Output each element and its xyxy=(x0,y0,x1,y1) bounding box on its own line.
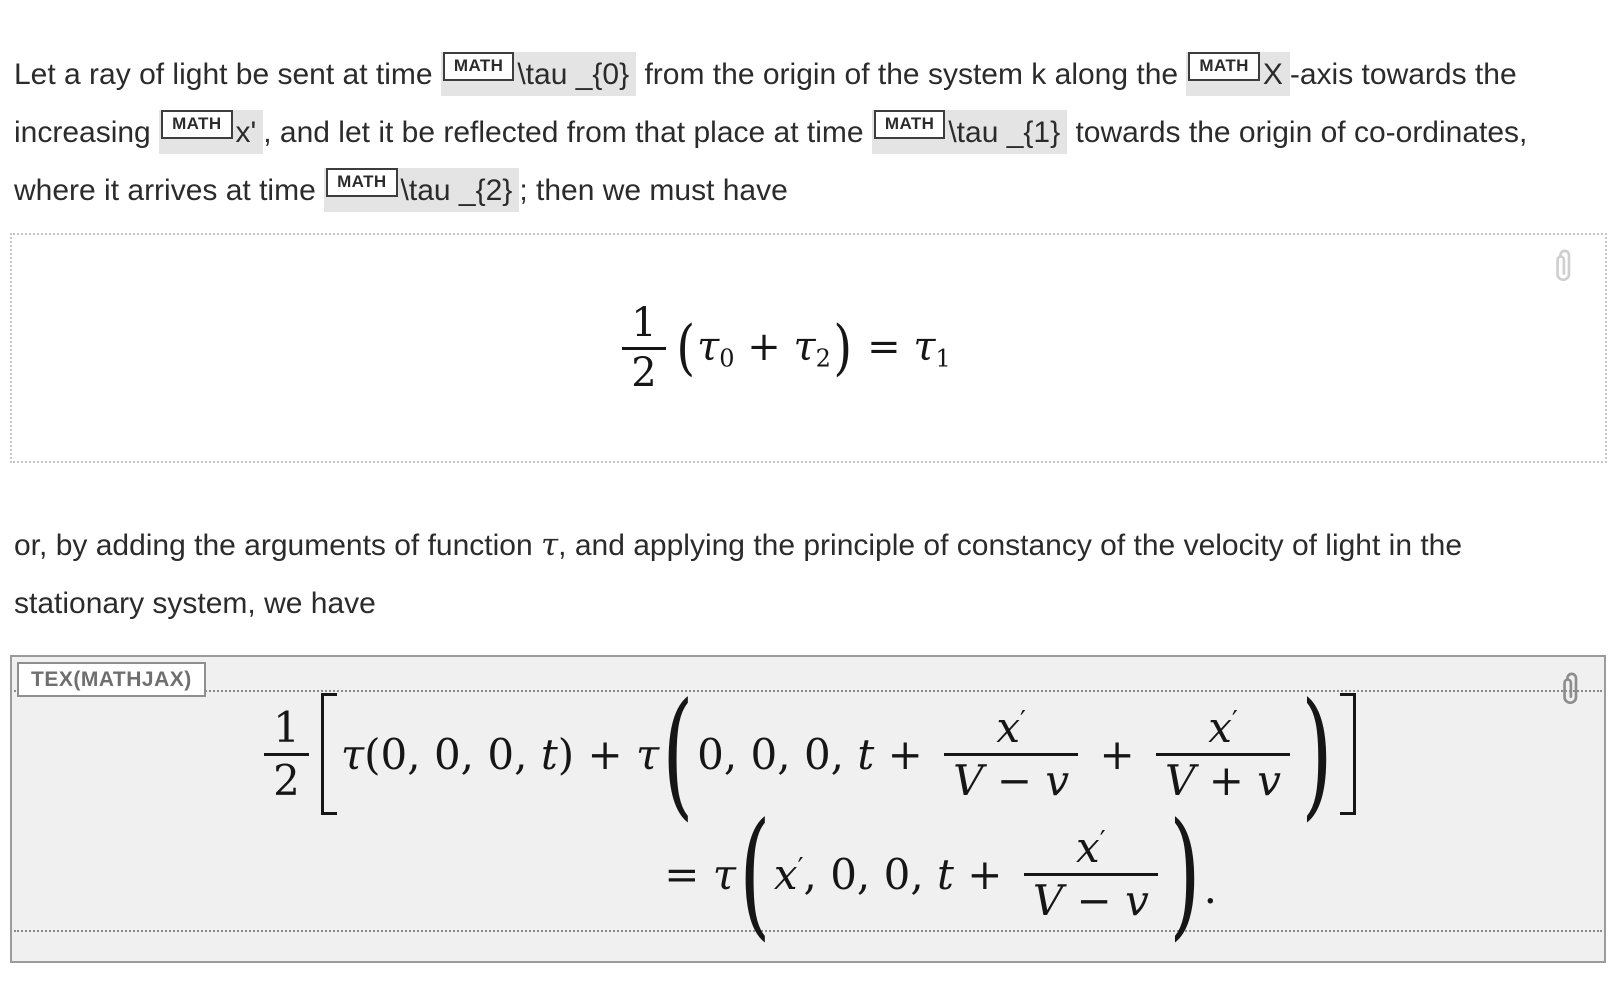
fraction-numerator xyxy=(1067,823,1115,872)
prime-mark: ′ xyxy=(797,852,804,883)
fraction-xprime-over-V-minus-v xyxy=(944,703,1078,804)
text-run: -axis towards the increasing xyxy=(14,58,1525,149)
x-symbol: x xyxy=(773,849,798,899)
arguments: , 0, 0, xyxy=(803,849,938,899)
t-symbol: t xyxy=(540,729,558,779)
tex-mathjax-field[interactable] xyxy=(10,655,1606,963)
text-run: ; then we must have xyxy=(519,174,788,207)
math-source: \tau _{2} xyxy=(400,174,513,207)
t-symbol: t xyxy=(857,729,875,779)
inline-math-chip-xprime[interactable] xyxy=(159,110,263,154)
left-paren: ( xyxy=(676,313,695,383)
plus-operator: + xyxy=(874,729,937,779)
equation-run xyxy=(664,850,736,899)
equation-2-line-2 xyxy=(14,793,1602,954)
math-badge[interactable]: MATH xyxy=(874,110,945,139)
attachment-paperclip-icon[interactable] xyxy=(1551,247,1578,294)
paperclip-shape xyxy=(1558,251,1569,280)
big-left-paren: ( xyxy=(739,793,771,954)
inline-math-chip-tau0[interactable] xyxy=(441,52,636,96)
x-symbol: x xyxy=(996,703,1021,753)
math-badge[interactable]: MATH xyxy=(443,52,514,81)
fraction-xprime-over-V-minus-v xyxy=(1024,823,1158,924)
fraction-denominator: V + v xyxy=(1165,755,1281,805)
close-paren: ) xyxy=(557,729,575,779)
arguments: 0, 0, 0, xyxy=(697,729,858,779)
equation-1 xyxy=(614,300,950,397)
fraction-xprime-over-V-plus-v xyxy=(1156,703,1290,804)
text-run: from the origin of the system k along the xyxy=(636,58,1187,91)
equation-run xyxy=(854,324,950,373)
inline-math-chip-X[interactable] xyxy=(1186,52,1289,96)
math-source: \tau _{1} xyxy=(948,116,1061,149)
equation-run xyxy=(697,324,831,373)
fraction-denominator: V − v xyxy=(953,755,1070,805)
fraction-denominator: V − v xyxy=(1032,875,1149,925)
paragraph-1 xyxy=(14,46,1586,220)
inline-math-chip-tau1[interactable] xyxy=(872,110,1067,154)
fraction-numerator xyxy=(987,703,1035,752)
math-badge[interactable]: MATH xyxy=(326,168,397,197)
equation-run xyxy=(697,730,936,779)
tau-symbol: τ xyxy=(712,849,737,899)
math-source: \tau _{0} xyxy=(517,58,630,91)
equation-run xyxy=(774,850,1016,899)
math-badge[interactable]: MATH xyxy=(161,110,232,139)
paperclip-shape xyxy=(1565,674,1576,703)
subscript: 1 xyxy=(935,344,951,373)
arguments: (0, 0, 0, xyxy=(364,729,541,779)
x-symbol: x xyxy=(1208,703,1232,753)
left-bracket xyxy=(321,693,337,815)
paragraph-2 xyxy=(14,516,1586,633)
subscript: 2 xyxy=(815,344,831,373)
text-run: or, by adding the arguments of function xyxy=(14,529,542,562)
plus-operator: + xyxy=(1086,729,1149,779)
big-left-paren: ( xyxy=(662,673,694,834)
tau-symbol: τ xyxy=(793,323,816,370)
math-badge[interactable]: MATH xyxy=(1188,52,1259,81)
inline-math-chip-tau2[interactable] xyxy=(324,168,519,212)
tau-symbol: τ xyxy=(913,323,936,370)
right-paren: ) xyxy=(833,313,853,383)
subscript: 0 xyxy=(719,344,735,373)
math-display-field-1[interactable] xyxy=(10,233,1607,463)
equation-run xyxy=(341,730,659,779)
inline-tau-symbol: τ xyxy=(541,527,559,563)
text-run: , and applying the principle of constancy of the velocity of light in the stationary system, we have xyxy=(14,529,1471,620)
prime-mark: ′ xyxy=(1231,706,1238,737)
equals-operator: = xyxy=(664,849,713,899)
fraction-one-half xyxy=(264,703,309,804)
math-source: x' xyxy=(235,116,257,149)
big-right-paren: ) xyxy=(1169,793,1201,954)
text-run: towards the origin of co-ordinates, where it arrives at time xyxy=(14,116,1536,207)
fraction-denominator: 2 xyxy=(631,349,657,396)
x-symbol: x xyxy=(1076,823,1100,873)
prime-mark: ′ xyxy=(1099,826,1106,857)
tau-symbol: τ xyxy=(340,729,365,779)
t-symbol: t xyxy=(937,849,954,899)
fraction-one-half xyxy=(622,300,665,397)
plus-operator: + xyxy=(574,729,636,779)
fraction-numerator: 1 xyxy=(273,703,300,753)
plus-operator: + xyxy=(953,849,1016,899)
right-bracket xyxy=(1340,693,1356,815)
big-right-paren: ) xyxy=(1301,673,1333,834)
period: . xyxy=(1203,864,1217,913)
attachment-paperclip-icon[interactable] xyxy=(1558,670,1585,717)
tex-mathjax-label: TEX(MATHJAX) xyxy=(17,662,206,697)
fraction-numerator: 1 xyxy=(631,299,657,346)
text-run: , and let it be reflected from that place at time xyxy=(263,116,872,149)
plus-operator: + xyxy=(734,323,794,370)
fraction-denominator: 2 xyxy=(273,755,300,805)
math-source: X xyxy=(1262,58,1283,91)
tau-symbol: τ xyxy=(636,729,660,779)
equals-operator: = xyxy=(854,323,914,370)
tau-symbol: τ xyxy=(697,323,720,370)
text-run: Let a ray of light be sent at time xyxy=(14,58,441,91)
prime-mark: ′ xyxy=(1020,706,1026,737)
fraction-numerator xyxy=(1199,703,1247,752)
